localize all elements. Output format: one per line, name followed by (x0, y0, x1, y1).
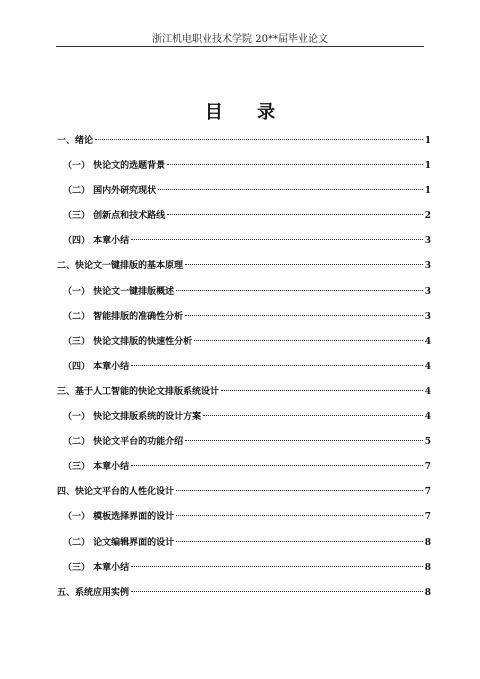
toc-entry-label: （二） 智能排版的准确性分析 (63, 311, 184, 322)
toc-entry[interactable] (57, 560, 431, 585)
toc-entry-label: 五、系统应用实例 (57, 587, 130, 598)
toc-dot-leader (176, 515, 423, 516)
toc-dot-leader (167, 164, 423, 165)
toc-entry[interactable] (57, 384, 431, 409)
toc-entry[interactable] (57, 434, 431, 459)
toc-dot-leader (167, 214, 423, 215)
toc-entry[interactable] (57, 585, 431, 610)
toc-dot-leader (221, 390, 423, 391)
toc-entry-page-number: 3 (424, 286, 431, 297)
toc-dot-leader (194, 340, 423, 341)
toc-dot-leader (131, 365, 423, 366)
toc-entry[interactable] (57, 208, 431, 233)
page-header: 浙江机电职业技术学院 20**届毕业论文 (152, 34, 328, 45)
toc-dot-leader (131, 566, 423, 567)
toc-dot-leader (95, 139, 423, 140)
toc-entry-label: （三） 本章小结 (63, 462, 130, 473)
toc-entry-page-number: 5 (424, 437, 431, 448)
toc-entry-page-number: 4 (424, 386, 431, 397)
toc-entry-label: 三、基于人工智能的快论文排版系统设计 (57, 386, 220, 397)
toc-entry-label: （二） 论文编辑界面的设计 (63, 537, 175, 548)
toc-entry-page-number: 3 (424, 261, 431, 272)
toc-entry-label: （三） 本章小结 (63, 562, 130, 573)
toc-entry-page-number: 4 (424, 412, 431, 423)
toc-entry[interactable] (57, 484, 431, 509)
toc-entry[interactable] (57, 258, 431, 283)
toc-entry-label: 二、快论文一键排版的基本原理 (57, 261, 184, 272)
toc-dot-leader (131, 465, 423, 466)
toc-entry-page-number: 2 (424, 211, 431, 222)
toc-dot-leader (131, 239, 423, 240)
toc-entry-page-number: 7 (424, 462, 431, 473)
toc-dot-leader (176, 541, 423, 542)
toc-entry-label: （二） 快论文平台的功能介绍 (63, 437, 184, 448)
toc-entry[interactable] (57, 334, 431, 359)
toc-entry-label: （四） 本章小结 (63, 236, 130, 247)
toc-entry[interactable] (57, 509, 431, 534)
toc-entry-page-number: 7 (424, 512, 431, 523)
toc-entry-page-number: 4 (424, 361, 431, 372)
toc-entry-label: （三） 创新点和技术路线 (63, 211, 166, 222)
toc-dot-leader (131, 591, 423, 592)
header-divider (56, 46, 424, 47)
toc-entry-label: （一） 模板选择界面的设计 (63, 512, 175, 523)
toc-entry[interactable] (57, 459, 431, 484)
table-of-contents (57, 133, 431, 610)
toc-entry[interactable] (57, 284, 431, 309)
toc-entry-label: 四、快论文平台的人性化设计 (57, 487, 175, 498)
toc-dot-leader (203, 415, 423, 416)
toc-dot-leader (158, 189, 423, 190)
toc-dot-leader (185, 264, 423, 265)
toc-entry-label: （一） 快论文的选题背景 (63, 161, 166, 172)
toc-entry-page-number: 3 (424, 311, 431, 322)
toc-entry[interactable] (57, 409, 431, 434)
toc-entry-label: （二） 国内外研究现状 (63, 186, 157, 197)
toc-dot-leader (185, 315, 423, 316)
toc-entry-label: （一） 快论文一键排版概述 (63, 286, 175, 297)
toc-entry-page-number: 1 (424, 161, 431, 172)
toc-entry-page-number: 3 (424, 236, 431, 247)
toc-entry-label: 一、绪论 (57, 136, 94, 146)
toc-entry[interactable] (57, 359, 431, 384)
toc-entry[interactable] (57, 233, 431, 258)
toc-entry-label: （三） 快论文排版的快速性分析 (63, 336, 193, 347)
toc-dot-leader (185, 440, 423, 441)
toc-entry-page-number: 1 (424, 186, 431, 197)
toc-entry-label: （四） 本章小结 (63, 361, 130, 372)
toc-entry-page-number: 8 (424, 537, 431, 548)
toc-dot-leader (176, 490, 423, 491)
toc-entry-page-number: 7 (424, 487, 431, 498)
toc-entry[interactable] (57, 309, 431, 334)
toc-entry-page-number: 1 (424, 136, 431, 146)
toc-entry[interactable] (57, 158, 431, 183)
page-title: 目 录 (204, 102, 290, 123)
toc-entry-page-number: 8 (424, 562, 431, 573)
toc-entry[interactable] (57, 133, 431, 158)
toc-entry-page-number: 4 (424, 336, 431, 347)
toc-dot-leader (176, 290, 423, 291)
toc-entry-page-number: 8 (424, 587, 431, 598)
toc-entry[interactable] (57, 535, 431, 560)
toc-entry[interactable] (57, 183, 431, 208)
toc-entry-label: （一） 快论文排版系统的设计方案 (63, 412, 202, 423)
